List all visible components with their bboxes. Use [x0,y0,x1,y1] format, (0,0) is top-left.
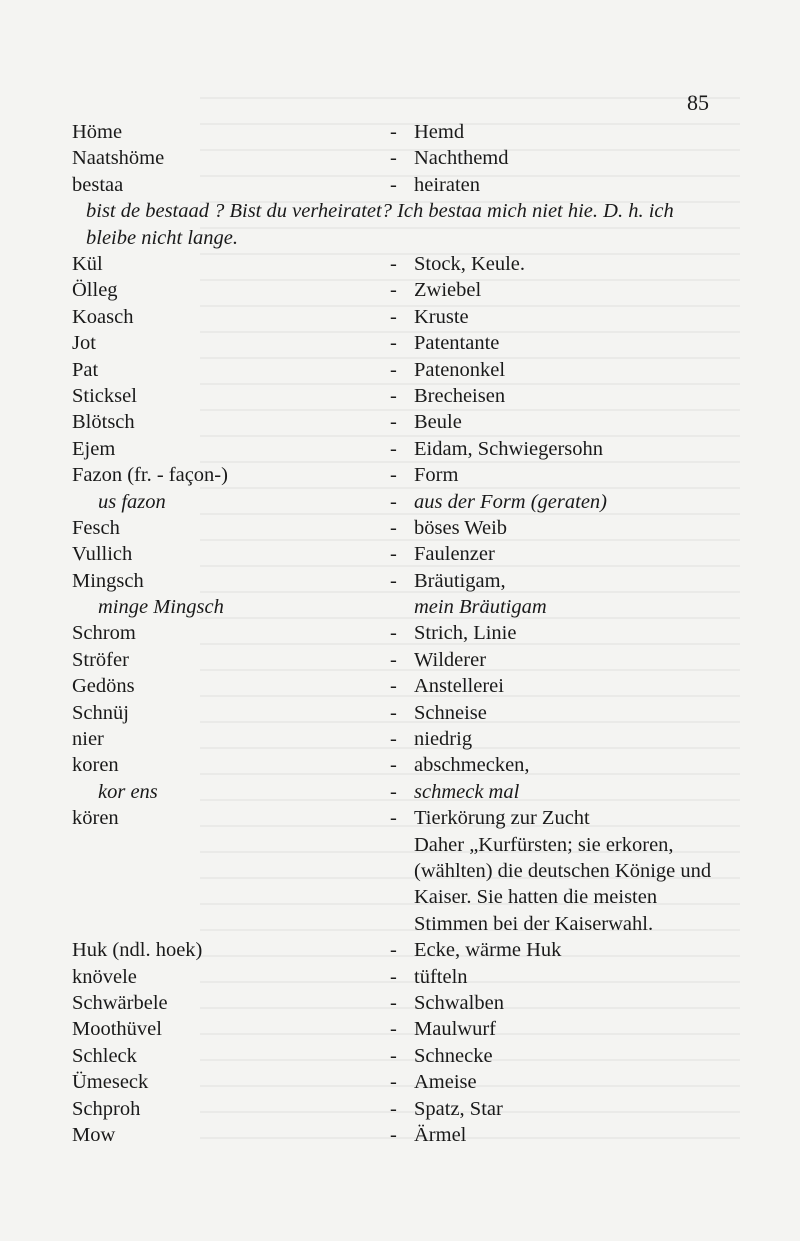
entry-dash: - [390,754,397,777]
glossary-list [72,119,722,1148]
entry-definition: Ärmel [414,1123,467,1146]
entry-definition: heiraten [414,173,481,196]
koeren-note: Daher „Kurfürsten; sie erkoren, (wählten) die deutschen Könige und Kaiser. Sie hatten die meisten Stimmen bei der Kaiserwahl. [414,833,712,935]
entry-definition: Strich, Linie [414,622,517,645]
entry-definition: Bräutigam, [414,569,506,592]
entry-definition: Tierkörung zur Zucht [414,807,590,830]
entry-dash: - [390,437,397,460]
glossary-entry [72,251,722,277]
glossary-entry [72,620,722,646]
entry-term: bestaa [72,173,124,196]
glossary-entry [72,357,722,383]
glossary-entry [72,726,722,752]
entry-dash: - [390,173,397,196]
entry-definition: Wilderer [414,648,487,671]
glossary-section-middle [72,251,722,832]
glossary-entry [72,304,722,330]
entry-definition: mein Bräutigam [414,596,547,619]
glossary-entry [72,145,722,171]
entry-term: kor ens [98,780,158,803]
glossary-entry [72,330,722,356]
glossary-entry [72,1096,722,1122]
entry-term: knövele [72,965,137,988]
entry-term: us fazon [98,490,166,513]
entry-term: Ölleg [72,279,118,302]
glossary-entry [72,647,722,673]
glossary-entry [72,752,722,778]
entry-dash: - [390,121,397,143]
entry-dash: - [390,1071,397,1094]
entry-definition: Schneise [414,701,487,724]
entry-dash: - [390,675,397,698]
entry-dash: - [390,648,397,671]
entry-dash: - [390,991,397,1014]
entry-term: Schwärbele [72,991,168,1014]
entry-definition: Kruste [414,305,469,328]
entry-dash: - [390,1123,397,1146]
entry-term: kören [72,807,119,830]
entry-term: Kül [72,252,103,275]
entry-definition: Patenonkel [414,358,506,381]
entry-definition: Faulenzer [414,543,495,566]
entry-definition: Schwalben [414,991,504,1014]
entry-dash: - [390,1097,397,1120]
glossary-entry [72,1043,722,1069]
entry-term: Ümeseck [72,1071,149,1094]
entry-dash: - [390,332,397,355]
entry-term: Gedöns [72,675,135,698]
entry-term: Vullich [72,543,133,566]
glossary-entry [72,779,722,805]
entry-term: Schnüj [72,701,129,724]
entry-dash: - [390,516,397,539]
glossary-entry [72,937,722,963]
entry-term: Moothüvel [72,1018,162,1041]
glossary-entry [72,541,722,567]
entry-term: Ströfer [72,648,129,671]
entry-term: Naatshöme [72,147,165,170]
page-number: 85 [687,90,709,115]
glossary-entry [72,1016,722,1042]
glossary-entry [72,1069,722,1095]
entry-dash: - [390,490,397,513]
glossary-entry [72,436,722,462]
entry-term: Mow [72,1123,116,1146]
entry-definition: abschmecken, [414,754,530,777]
entry-definition: Zwiebel [414,279,482,302]
entry-term: Jot [72,332,96,355]
entry-definition: Spatz, Star [414,1097,503,1120]
entry-term: Schproh [72,1097,141,1120]
entry-term: Blötsch [72,411,135,434]
entry-definition: Beule [414,411,462,434]
entry-dash: - [390,807,397,830]
entry-definition: Nachthemd [414,147,509,170]
entry-term: Sticksel [72,384,137,407]
entry-definition: Form [414,464,459,487]
glossary-entry [72,700,722,726]
glossary-entry [72,594,722,620]
entry-dash: - [390,464,397,487]
entry-term: Mingsch [72,569,144,592]
entry-definition: aus der Form (geraten) [414,490,608,513]
entry-definition: Stock, Keule. [414,252,526,275]
entry-dash: - [390,1044,397,1067]
entry-definition: niedrig [414,728,473,751]
entry-definition: Hemd [414,121,465,143]
entry-definition: böses Weib [414,516,508,539]
entry-term: Ejem [72,437,116,460]
glossary-entry [72,462,722,488]
glossary-entry [72,119,722,145]
entry-definition: Eidam, Schwiegersohn [414,437,604,460]
entry-dash: - [390,622,397,645]
glossary-section-bottom [72,937,722,1148]
glossary-entry [72,1122,722,1148]
entry-definition: Anstellerei [414,675,504,698]
entry-dash: - [390,252,397,275]
entry-definition: schmeck mal [414,780,520,803]
entry-definition: Patentante [414,332,500,355]
entry-dash: - [390,780,397,803]
entry-dash: - [390,1018,397,1041]
usage-note: bist de bestaad ? Bist du verheiratet? Ich bestaa mich niet hie. D. h. ich bleibe nicht lange. [86,200,674,249]
entry-term: koren [72,754,119,777]
glossary-entry [72,805,722,831]
entry-dash: - [390,543,397,566]
glossary-entry [72,409,722,435]
entry-dash: - [390,411,397,434]
entry-dash: - [390,358,397,381]
entry-term: Pat [72,358,99,381]
entry-definition: tüfteln [414,965,468,988]
entry-dash: - [390,305,397,328]
glossary-entry [72,383,722,409]
entry-term: minge Mingsch [98,596,224,619]
glossary-entry [72,673,722,699]
entry-term: Schleck [72,1044,137,1067]
glossary-entry [72,568,722,594]
glossary-section-top [72,119,722,198]
entry-definition: Ameise [414,1071,477,1094]
glossary-entry [72,990,722,1016]
entry-term: Schrom [72,622,136,645]
entry-dash: - [390,939,397,962]
entry-dash: - [390,569,397,592]
entry-term: nier [72,728,104,751]
entry-term: Huk (ndl. hoek) [72,939,203,962]
entry-definition: Maulwurf [414,1018,496,1041]
entry-dash: - [390,965,397,988]
glossary-entry [72,277,722,303]
entry-definition: Brecheisen [414,384,506,407]
glossary-entry [72,964,722,990]
entry-term: Fazon (fr. - façon-) [72,464,228,487]
glossary-entry [72,172,722,198]
koeren-explanation [72,832,722,938]
entry-dash: - [390,701,397,724]
entry-term: Fesch [72,516,120,539]
glossary-entry [72,515,722,541]
entry-definition: Ecke, wärme Huk [414,939,562,962]
entry-dash: - [390,279,397,302]
entry-definition: Schnecke [414,1044,493,1067]
entry-term: Höme [72,121,123,143]
entry-dash: - [390,728,397,751]
glossary-entry [72,489,722,515]
entry-dash: - [390,147,397,170]
entry-dash: - [390,384,397,407]
entry-term: Koasch [72,305,134,328]
